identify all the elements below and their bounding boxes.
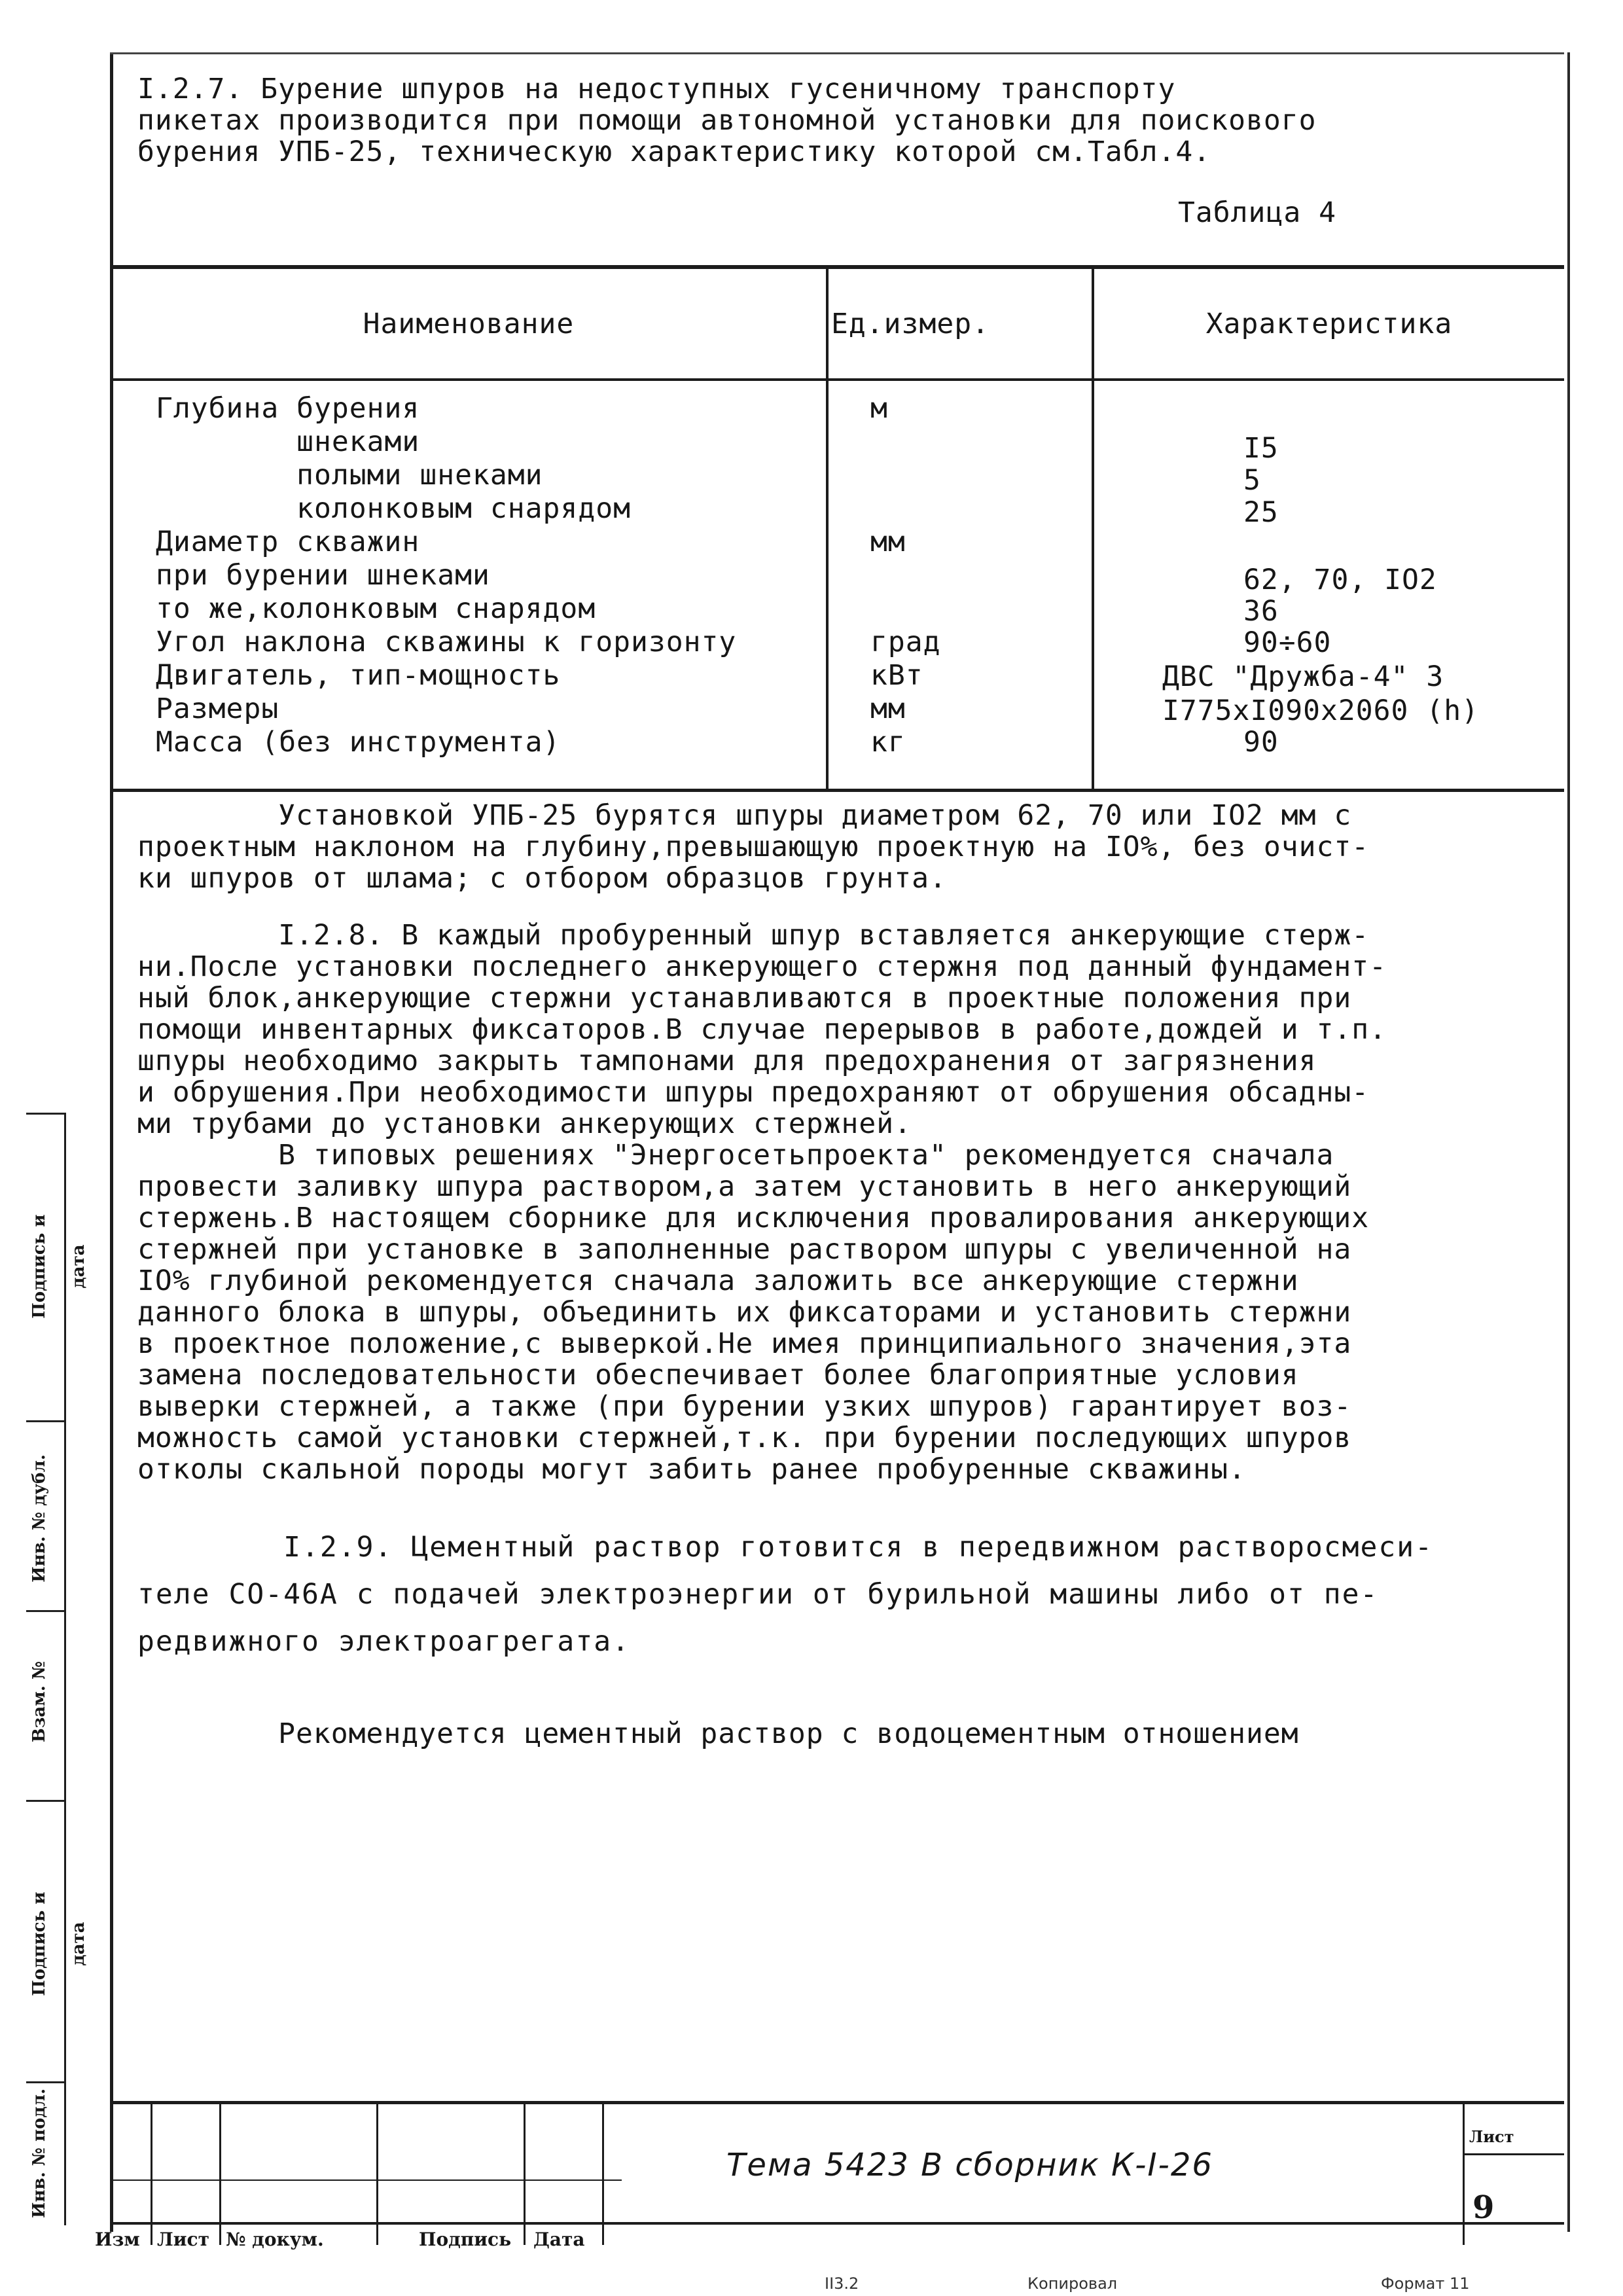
side-label-signature-date-2: Подпись и дата — [29, 1892, 88, 1996]
tb-col-divider — [1463, 2101, 1465, 2245]
tb-sheet-rule — [1463, 2153, 1564, 2155]
paragraph-1-2-9: I.2.9. Цементный раствор готовится в передвижном растворосмеси- теле СО-46А с подачей электроэнергии от бурильной машины либо от пе- редвижного электроагрегата. — [137, 1531, 1434, 1658]
table-col-divider-1 — [826, 265, 829, 789]
tb-label-date: Дата — [533, 2229, 585, 2250]
tb-col-divider — [524, 2101, 526, 2245]
tb-col-divider — [151, 2101, 152, 2245]
tb-col-divider — [602, 2101, 604, 2245]
tb-document-title: Тема 5423 В сборник К-I-26 — [726, 2147, 1213, 2183]
paragraph-1-2-8: I.2.8. В каждый пробуренный шпур вставляется анкерующие стерж- ни.После установки последнего анкерующего стержня под данный фундамент- ный блок,анкерующие стержни устанавливаются в проектные положения при помощи инвентарных фиксаторов.В случае перерывов в работе,дождей и т.п. шпуры необходимо закрыть тампонами для предохранения от загрязнения и обрушения.При необходимости шпуры предохраняют от обрушения обсадны- ми трубами до установки анкерующих стержней. В типовых решениях "Энергосетьпроекта" рекомендуется сначала провести заливку шпура раствором,а затем установить в него анкерующий стержень.В настоящем сборнике для исключения провалирования анкерующих стержней при установке в заполненные раствором шпуры с увеличенной на IO% глубиной рекомендуется сначала заложить все анкерующие стержни данного блока в шпуры, объединить их фиксаторами и установить стержни в проектное положение,с выверкой.Не имея принципиального значения,эта замена последовательности обеспечивает более благоприятные условия выверки стержней, а также (при бурении узких шпуров) гарантирует воз- можность самой установки стержней,т.к. при бурении последующих шпуров отколы скальной породы могут забить ранее пробуренные скважины. — [137, 919, 1387, 1486]
tb-col-divider — [376, 2101, 378, 2245]
tb-sheet-caption: Лист — [1469, 2127, 1514, 2146]
table-cell-name: Угол наклона скважины к горизонту — [156, 626, 737, 658]
table-cell-name: полыми шнеками — [156, 459, 543, 492]
table-cell-name: Размеры — [156, 692, 279, 725]
paragraph-1-2-7: I.2.7. Бурение шпуров на недоступных гусеничному транспорту пикетах производится при помощи автономной установки для поискового бурения УПБ-25, техническую характеристику которой см.Табл.4. — [137, 73, 1317, 168]
side-label-duplicate-inv: Инв. № дубл. — [29, 1454, 49, 1583]
title-block-bottom-rule — [111, 2222, 1564, 2225]
table-cell-name: колонковым снарядом — [156, 492, 631, 525]
table-header-value: Характеристика — [1205, 308, 1453, 340]
table-cell-unit: мм — [870, 692, 906, 725]
table-cell-name: Масса (без инструмента) — [156, 726, 561, 759]
table-top-rule — [111, 265, 1564, 269]
table-cell-value: I5 — [1243, 432, 1279, 465]
bottom-strip-copied: Копировал — [1027, 2274, 1118, 2293]
table-cell-name: Двигатель, тип-мощность — [156, 659, 561, 692]
table-cell-value: 25 — [1243, 496, 1279, 529]
tb-label-change: Изм — [95, 2229, 140, 2250]
table-cell-name: Глубина бурения — [156, 392, 420, 425]
table-cell-value: 90÷60 — [1243, 626, 1332, 659]
table-cell-name: то же,колонковым снарядом — [156, 592, 596, 625]
table-header-name: Наименование — [363, 308, 575, 340]
page-number: 9 — [1472, 2189, 1495, 2226]
title-block-mid-rule — [111, 2179, 622, 2181]
table-cell-name: шнеками — [156, 425, 420, 458]
table-cell-value: 90 — [1243, 726, 1279, 759]
side-label-replacement: Взам. № — [29, 1660, 49, 1743]
table-header-unit: Ед.измер. — [831, 308, 990, 340]
tb-label-doc-number: № докум. — [226, 2229, 324, 2250]
table-header-rule — [111, 378, 1564, 381]
title-block-top-rule — [111, 2101, 1564, 2104]
table-cell-unit: м — [870, 392, 888, 425]
bottom-strip-format: Формат 11 — [1381, 2274, 1470, 2293]
tb-col-divider — [219, 2101, 221, 2245]
side-divider — [26, 1800, 64, 1802]
table-cell-value: I775xI090x2060 (h) — [1162, 694, 1479, 727]
table-cell-unit: мм — [870, 526, 906, 558]
side-label-signature-date: Подпись и дата — [29, 1214, 88, 1319]
paragraph-after-table: Установкой УПБ-25 бурятся шпуры диаметром 62, 70 или IO2 мм с проектным наклоном на глубину,превышающую проектную на IO%, без очист- ки шпуров от шлама; с отбором образцов грунта. — [137, 799, 1370, 895]
table-cell-name: при бурении шнеками — [156, 559, 490, 592]
table-cell-unit: град — [870, 626, 941, 658]
paragraph-recommendation: Рекомендуется цементный раствор с водоцементным отношением — [137, 1717, 1299, 1750]
table-caption: Таблица 4 — [1178, 196, 1336, 229]
table-cell-value: ДВС "Дружба-4" 3 — [1162, 660, 1444, 693]
side-divider — [26, 1420, 64, 1422]
table-cell-value: 36 — [1243, 595, 1279, 628]
side-divider — [26, 1113, 64, 1115]
table-cell-unit: кВт — [870, 659, 923, 692]
frame-top-line — [110, 52, 1564, 54]
tb-label-signature: Подпись — [419, 2229, 512, 2250]
table-cell-value: 62, 70, IO2 — [1243, 564, 1437, 596]
table-cell-name: Диаметр скважин — [156, 526, 420, 558]
side-divider — [26, 1610, 64, 1612]
bottom-strip-code: II3.2 — [825, 2274, 859, 2293]
table-bottom-rule — [111, 789, 1564, 792]
tb-label-sheet: Лист — [157, 2229, 209, 2250]
table-col-divider-2 — [1092, 265, 1094, 789]
table-cell-unit: кг — [870, 726, 906, 759]
table-cell-value: 5 — [1243, 464, 1261, 497]
side-label-original-inv: Инв. № подл. — [29, 2088, 49, 2219]
